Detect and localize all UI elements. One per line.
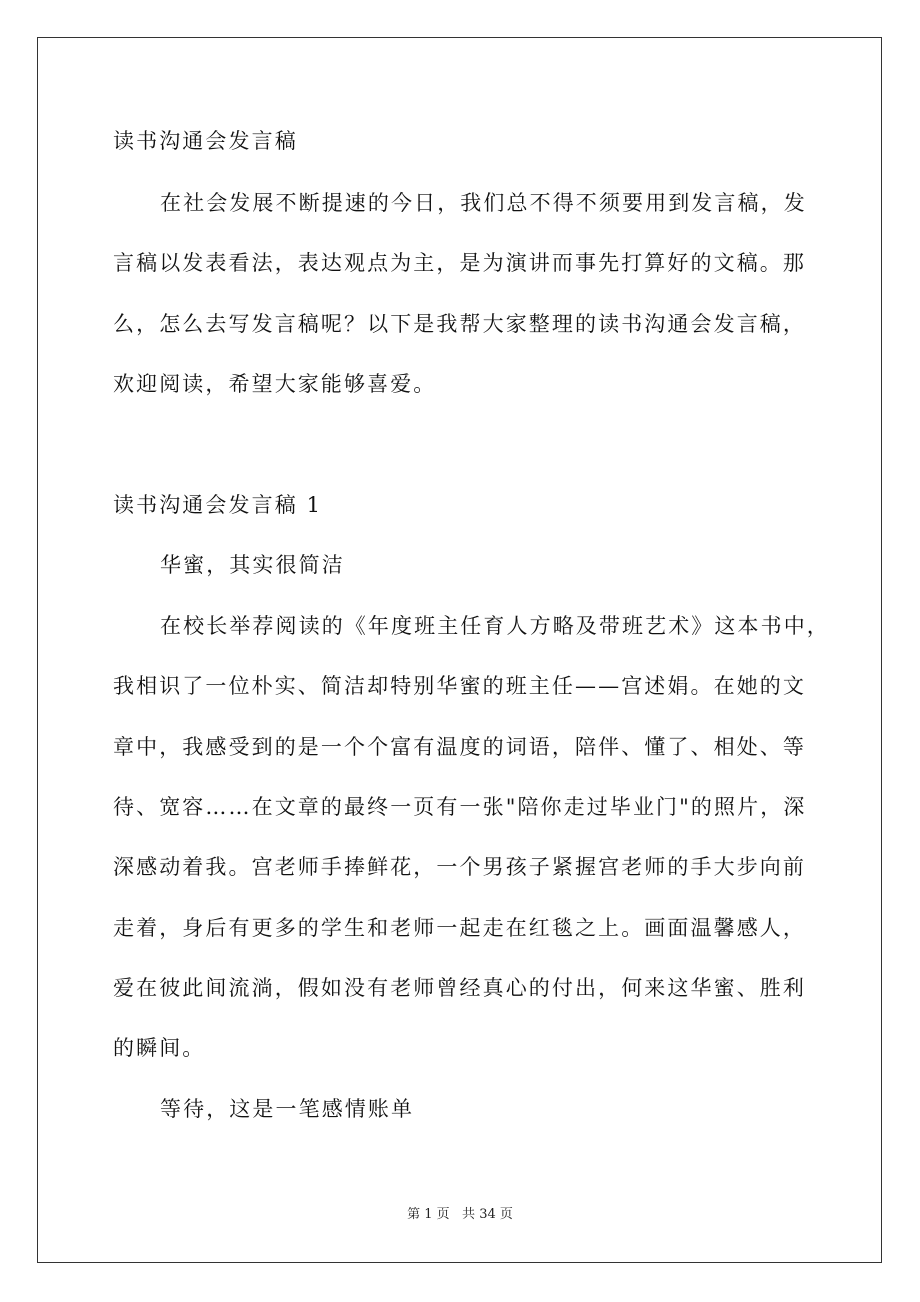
page-indicator: 第 1 页 共 34 页 (407, 1207, 513, 1222)
body-paragraph-line: 在校长举荐阅读的《年度班主任育人方略及带班艺术》这本书中， (160, 614, 830, 638)
body-paragraph-line: 我相识了一位朴实、简洁却特别华蜜的班主任——宫述娟。在她的文 (113, 674, 806, 698)
body-paragraph-line: 章中，我感受到的是一个个富有温度的词语，陪伴、懂了、相处、等 (113, 735, 806, 759)
page-frame (37, 37, 882, 1263)
body-paragraph-line: 爱在彼此间流淌，假如没有老师曾经真心的付出，何来这华蜜、胜利 (113, 976, 806, 1000)
subheading: 华蜜，其实很简洁 (160, 553, 345, 577)
intro-paragraph-line: 在社会发展不断提速的今日，我们总不得不须要用到发言稿，发 (160, 191, 807, 215)
body-paragraph-line: 深感动着我。宫老师手捧鲜花，一个男孩子紧握宫老师的手大步向前 (113, 855, 806, 879)
intro-paragraph-line: 言稿以发表看法，表达观点为主，是为演讲而事先打算好的文稿。那 (113, 251, 806, 275)
body-paragraph-line: 走着，身后有更多的学生和老师一起走在红毯之上。画面温馨感人， (113, 916, 806, 940)
document-title: 读书沟通会发言稿 (113, 129, 298, 153)
subheading: 等待，这是一笔感情账单 (160, 1097, 415, 1121)
body-paragraph-line: 待、宽容……在文章的最终一页有一张"陪你走过毕业门"的照片，深 (113, 795, 807, 819)
intro-paragraph-line: 欢迎阅读，希望大家能够喜爱。 (113, 372, 437, 396)
body-paragraph-line: 的瞬间。 (113, 1036, 206, 1060)
intro-paragraph-line: 么，怎么去写发言稿呢？以下是我帮大家整理的读书沟通会发言稿， (113, 312, 806, 336)
section-title: 读书沟通会发言稿 1 (113, 493, 323, 517)
